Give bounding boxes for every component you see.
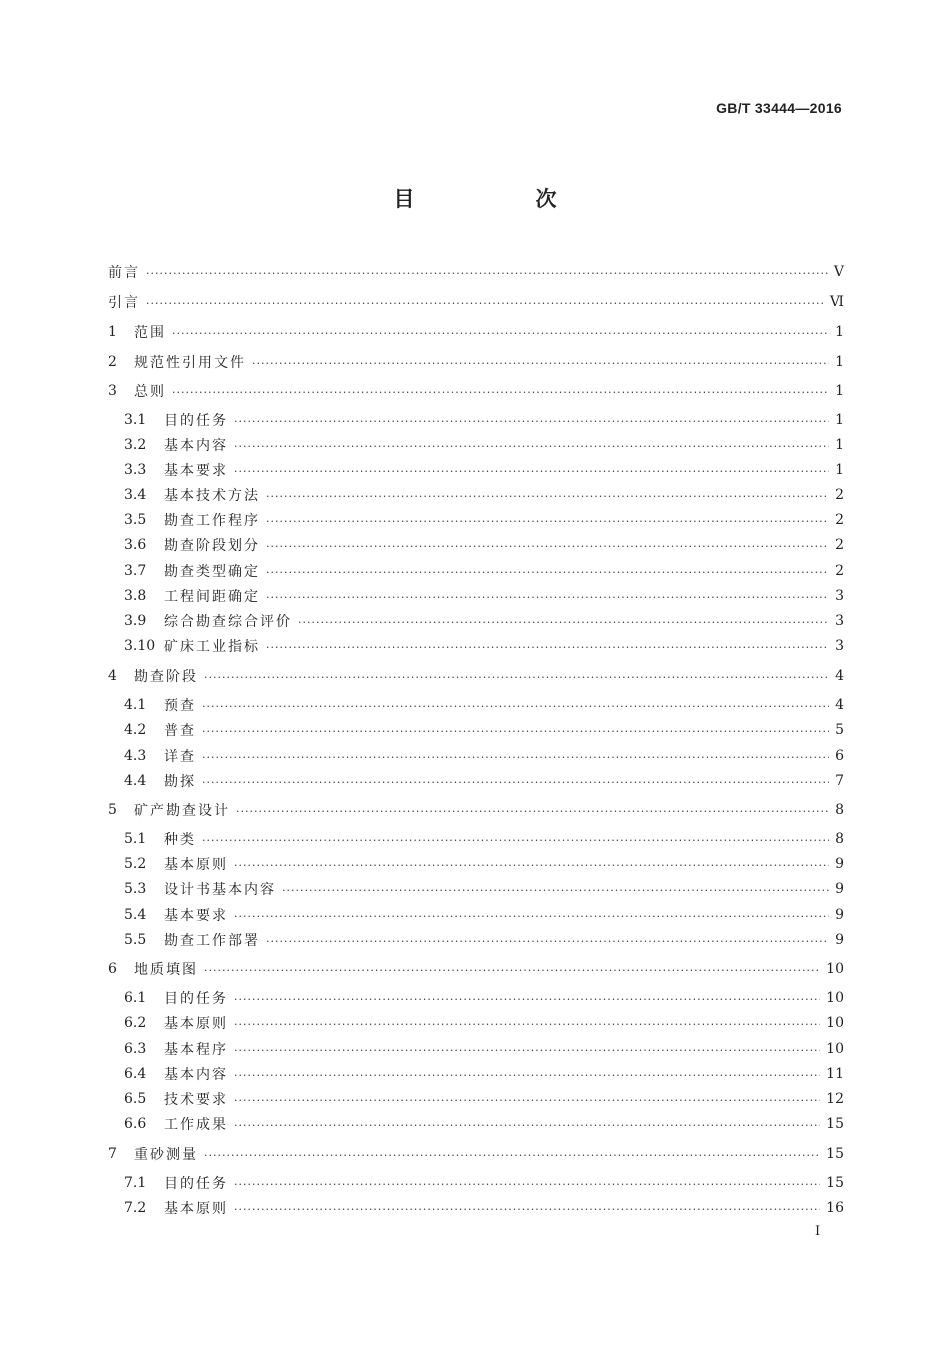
toc-entry-page: 3 — [835, 613, 844, 629]
toc-entry-label: 引言 — [108, 295, 140, 311]
toc-entry-label: 基本要求 — [164, 463, 228, 479]
toc-entry-page: 10 — [826, 961, 844, 977]
toc-entry — [124, 1039, 844, 1059]
toc-dot-leader — [172, 386, 829, 399]
toc-entry — [124, 1198, 844, 1218]
toc-entry-label: 基本要求 — [164, 908, 228, 924]
toc-entry-number: 1 — [108, 324, 117, 340]
toc-entry-number: 3 — [108, 383, 117, 399]
toc-entry-page: 5 — [835, 722, 844, 738]
toc-dot-leader — [234, 859, 829, 872]
toc-entry-page: 10 — [826, 1041, 844, 1057]
toc-entry — [124, 485, 844, 505]
toc-entry-number: 5.1 — [124, 831, 147, 847]
toc-entry-label: 工作成果 — [164, 1117, 228, 1133]
toc-entry-number: 4 — [108, 668, 117, 684]
toc-entry-page: 12 — [826, 1091, 844, 1107]
toc-entry-label: 地质填图 — [134, 962, 198, 978]
toc-entry-page: 3 — [835, 588, 844, 604]
toc-dot-leader — [234, 440, 829, 453]
toc-entry-label: 基本技术方法 — [164, 488, 260, 504]
toc-entry-label: 详查 — [164, 749, 196, 765]
toc-dot-leader — [204, 1149, 820, 1162]
standard-code: GB/T 33444—2016 — [716, 100, 842, 116]
toc-entry-number: 3.1 — [124, 412, 147, 428]
toc-entry-number: 4.3 — [124, 748, 147, 764]
toc-entry-page: Ⅵ — [829, 294, 844, 310]
toc-entry-number: 3.5 — [124, 512, 147, 528]
toc-entry — [108, 322, 844, 342]
toc-dot-leader — [204, 964, 820, 977]
toc-entry — [124, 636, 844, 656]
toc-entry-page: 8 — [835, 802, 844, 818]
toc-entry-number: 5.5 — [124, 932, 147, 948]
toc-entry — [124, 535, 844, 555]
toc-entry-label: 总则 — [134, 384, 166, 400]
toc-entry-label: 勘查类型确定 — [164, 564, 260, 580]
toc-entry — [108, 1144, 844, 1164]
toc-entry — [124, 1013, 844, 1033]
toc-dot-leader — [234, 1069, 820, 1082]
toc-entry-number: 3.9 — [124, 613, 147, 629]
toc-dot-leader — [266, 591, 829, 604]
toc-dot-leader — [234, 415, 829, 428]
toc-entry-label: 勘查工作程序 — [164, 513, 260, 529]
toc-dot-leader — [202, 834, 829, 847]
toc-entry — [124, 1114, 844, 1134]
toc-entry-number: 3.2 — [124, 437, 147, 453]
toc-entry-page: 9 — [835, 932, 844, 948]
toc-entry-page: 1 — [835, 324, 844, 340]
toc-entry-number: 5 — [108, 802, 117, 818]
toc-entry — [108, 262, 844, 282]
toc-entry-label: 勘探 — [164, 774, 196, 790]
toc-dot-leader — [234, 1044, 820, 1057]
toc-dot-leader — [234, 910, 829, 923]
toc-entry-number: 6.2 — [124, 1015, 147, 1031]
toc-entry-page: 15 — [826, 1146, 844, 1162]
toc-entry-page: 3 — [835, 638, 844, 654]
toc-entry-number: 4.1 — [124, 697, 147, 713]
toc-entry-number: 3.3 — [124, 462, 147, 478]
toc-entry-number: 6.1 — [124, 990, 147, 1006]
toc-dot-leader — [234, 465, 829, 478]
toc-entry-label: 前言 — [108, 265, 140, 281]
toc-entry-number: 3.8 — [124, 588, 147, 604]
toc-entry-number: 5.4 — [124, 907, 147, 923]
toc-dot-leader — [234, 993, 820, 1006]
toc-dot-leader — [282, 884, 829, 897]
toc-dot-leader — [204, 671, 829, 684]
toc-entry-page: 6 — [835, 748, 844, 764]
toc-dot-leader — [266, 515, 829, 528]
toc-entry-number: 3.7 — [124, 563, 147, 579]
toc-dot-leader — [298, 616, 829, 629]
toc-entry-label: 目的任务 — [164, 1176, 228, 1192]
toc-entry-page: 1 — [835, 462, 844, 478]
toc-dot-leader — [234, 1203, 820, 1216]
toc-entry-page: 2 — [835, 537, 844, 553]
toc-entry-page: 10 — [826, 990, 844, 1006]
toc-entry-number: 6 — [108, 961, 117, 977]
toc-dot-leader — [236, 805, 829, 818]
toc-entry-page: 16 — [826, 1200, 844, 1216]
toc-entry-label: 勘查工作部署 — [164, 933, 260, 949]
toc-entry-page: 15 — [826, 1175, 844, 1191]
toc-dot-leader — [202, 751, 829, 764]
toc-entry-page: 1 — [835, 383, 844, 399]
toc-entry-label: 种类 — [164, 832, 196, 848]
toc-dot-leader — [266, 641, 829, 654]
toc-entry-number: 3.4 — [124, 487, 147, 503]
toc-entry-number: 4.4 — [124, 773, 147, 789]
toc-entry-number: 6.6 — [124, 1116, 147, 1132]
toc-entry-label: 目的任务 — [164, 991, 228, 1007]
toc-entry — [124, 720, 844, 740]
toc-entry-number: 6.4 — [124, 1066, 147, 1082]
toc-entry-label: 综合勘查综合评价 — [164, 614, 292, 630]
toc-entry-page: 9 — [835, 856, 844, 872]
toc-entry-label: 预查 — [164, 698, 196, 714]
toc-entry-page: 2 — [835, 487, 844, 503]
toc-entry-number: 5.2 — [124, 856, 147, 872]
toc-entry-number: 7 — [108, 1146, 117, 1162]
toc-entry — [124, 586, 844, 606]
toc-entry — [124, 854, 844, 874]
toc-dot-leader — [252, 357, 829, 370]
toc-entry-label: 工程间距确定 — [164, 589, 260, 605]
toc-entry — [124, 1064, 844, 1084]
toc-entry-page: 1 — [835, 412, 844, 428]
toc-entry-label: 目的任务 — [164, 413, 228, 429]
toc-dot-leader — [234, 1178, 820, 1191]
toc-entry-page: 2 — [835, 563, 844, 579]
toc-entry-number: 6.5 — [124, 1091, 147, 1107]
toc-entry — [108, 666, 844, 686]
toc-entry-number: 6.3 — [124, 1041, 147, 1057]
toc-dot-leader — [234, 1119, 820, 1132]
toc-entry-label: 矿产勘查设计 — [134, 803, 230, 819]
toc-entry-number: 5.3 — [124, 881, 147, 897]
toc-entry-label: 勘查阶段划分 — [164, 538, 260, 554]
toc-entry — [108, 959, 844, 979]
toc-entry-label: 基本内容 — [164, 1067, 228, 1083]
toc-entry-page: 4 — [835, 697, 844, 713]
toc-entry — [124, 771, 844, 791]
page-title: 目 次 — [393, 187, 607, 211]
toc-entry-number: 4.2 — [124, 722, 147, 738]
toc-entry — [108, 381, 844, 401]
toc-entry-label: 规范性引用文件 — [134, 355, 246, 371]
toc-entry — [124, 611, 844, 631]
toc-entry-number: 3.6 — [124, 537, 147, 553]
toc-entry-label: 矿床工业指标 — [164, 639, 260, 655]
toc-entry-number: 7.2 — [124, 1200, 147, 1216]
toc-entry-label: 勘查阶段 — [134, 669, 198, 685]
toc-entry-number: 2 — [108, 354, 117, 370]
toc-entry — [124, 930, 844, 950]
toc-dot-leader — [172, 327, 829, 340]
toc-entry — [124, 1173, 844, 1193]
toc-entry-page: 9 — [835, 881, 844, 897]
toc-entry — [124, 905, 844, 925]
toc-entry-page: 2 — [835, 512, 844, 528]
toc-entry — [108, 800, 844, 820]
toc-entry-label: 基本内容 — [164, 438, 228, 454]
toc-dot-leader — [266, 566, 829, 579]
toc-entry — [124, 460, 844, 480]
toc-entry-page: 15 — [826, 1116, 844, 1132]
toc-entry-label: 基本程序 — [164, 1042, 228, 1058]
toc-entry — [108, 352, 844, 372]
toc-dot-leader — [146, 297, 824, 310]
toc-entry-page: 1 — [835, 354, 844, 370]
toc-entry-label: 设计书基本内容 — [164, 882, 276, 898]
toc-entry — [124, 435, 844, 455]
toc-entry — [124, 561, 844, 581]
toc-dot-leader — [202, 725, 829, 738]
toc-dot-leader — [202, 776, 829, 789]
toc-entry — [124, 410, 844, 430]
toc-entry-page: 9 — [835, 907, 844, 923]
toc-entry — [124, 1089, 844, 1109]
toc-entry-page: 8 — [835, 831, 844, 847]
toc-entry-label: 基本原则 — [164, 1201, 228, 1217]
toc-dot-leader — [234, 1094, 820, 1107]
toc-entry-label: 基本原则 — [164, 1016, 228, 1032]
toc-dot-leader — [234, 1018, 820, 1031]
toc-entry-page: 1 — [835, 437, 844, 453]
toc-entry-label: 普查 — [164, 723, 196, 739]
toc-entry — [124, 510, 844, 530]
page-number: I — [815, 1224, 821, 1239]
toc-entry-label: 基本原则 — [164, 857, 228, 873]
toc-entry — [124, 695, 844, 715]
toc-dot-leader — [146, 267, 828, 280]
toc-dot-leader — [202, 700, 829, 713]
toc-entry-number: 3.10 — [124, 638, 156, 654]
toc-entry-page: Ⅴ — [833, 264, 844, 280]
toc-dot-leader — [266, 540, 829, 553]
toc-entry-label: 技术要求 — [164, 1092, 228, 1108]
toc-entry-label: 重砂测量 — [134, 1147, 198, 1163]
toc-entry-label: 范围 — [134, 325, 166, 341]
toc-entry-page: 11 — [826, 1066, 844, 1082]
toc-dot-leader — [266, 490, 829, 503]
toc-entry — [124, 746, 844, 766]
toc-entry — [124, 829, 844, 849]
toc-entry-number: 7.1 — [124, 1175, 147, 1191]
toc-dot-leader — [266, 935, 829, 948]
toc-entry-page: 10 — [826, 1015, 844, 1031]
toc-entry-page: 4 — [835, 668, 844, 684]
toc-entry — [124, 988, 844, 1008]
toc-entry-page: 7 — [835, 773, 844, 789]
toc-entry — [124, 879, 844, 899]
toc-entry — [108, 292, 844, 312]
